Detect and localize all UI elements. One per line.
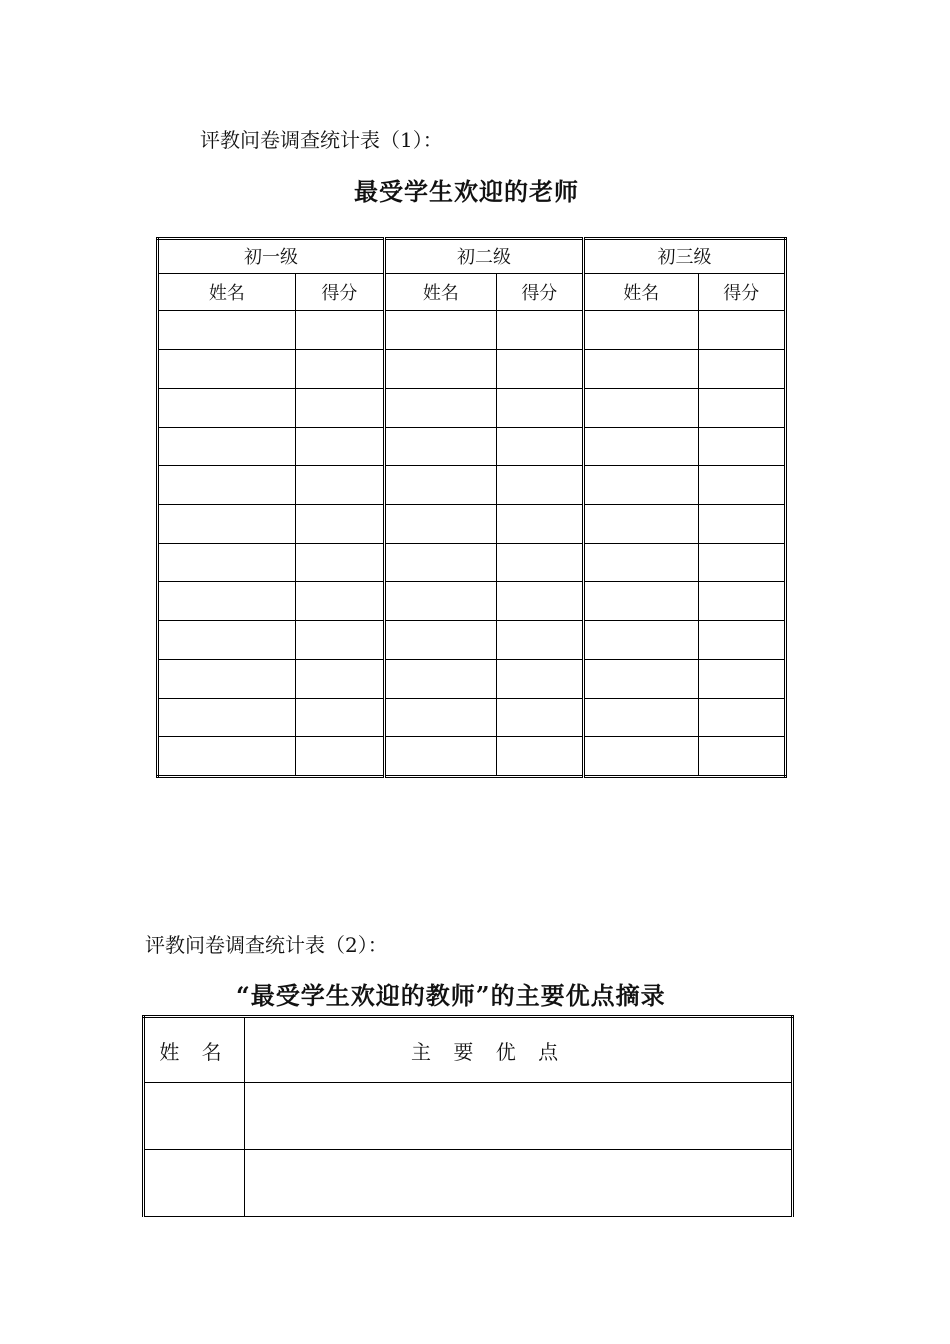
score-cell <box>295 543 384 582</box>
score-cell <box>698 582 785 621</box>
score-cell <box>698 311 785 350</box>
score-cell <box>698 388 785 427</box>
score-cell <box>496 388 583 427</box>
score-cell <box>295 350 384 389</box>
teacher-strengths-table <box>142 1015 794 1217</box>
name-cell <box>584 582 699 621</box>
score-cell <box>496 466 583 505</box>
name-cell <box>158 582 296 621</box>
score-cell <box>295 621 384 660</box>
name-cell <box>385 350 497 389</box>
table-row <box>158 427 786 466</box>
score-cell <box>698 543 785 582</box>
score-cell <box>698 621 785 660</box>
strengths-column-header: 主 要 优 点 <box>245 1017 793 1083</box>
score-cell <box>295 388 384 427</box>
score-cell <box>698 350 785 389</box>
strengths-cell <box>245 1150 793 1217</box>
grade-header: 初一级 <box>158 239 385 274</box>
table2-title: “最受学生欢迎的教师”的主要优点摘录 <box>236 981 666 1010</box>
name-column-header: 姓名 <box>584 273 699 311</box>
name-cell <box>385 504 497 543</box>
name-cell <box>158 659 296 698</box>
name-cell <box>158 698 296 737</box>
name-cell <box>385 737 497 777</box>
score-cell <box>496 582 583 621</box>
score-cell <box>698 659 785 698</box>
table1-title: 最受学生欢迎的老师 <box>354 177 579 206</box>
name-cell <box>158 311 296 350</box>
score-column-header: 得分 <box>295 273 384 311</box>
name-cell <box>584 311 699 350</box>
name-cell <box>584 504 699 543</box>
name-cell <box>584 350 699 389</box>
score-cell <box>496 504 583 543</box>
grade-header: 初三级 <box>584 239 786 274</box>
name-cell <box>385 698 497 737</box>
table-row <box>158 737 786 777</box>
score-cell <box>496 698 583 737</box>
name-cell <box>158 737 296 777</box>
name-cell <box>584 621 699 660</box>
score-cell <box>295 698 384 737</box>
name-cell <box>144 1150 245 1217</box>
name-cell <box>385 543 497 582</box>
name-cell <box>584 427 699 466</box>
name-cell <box>584 543 699 582</box>
name-cell <box>385 311 497 350</box>
table-row <box>158 504 786 543</box>
table-row <box>158 350 786 389</box>
score-cell <box>698 504 785 543</box>
name-cell <box>385 582 497 621</box>
score-cell <box>698 737 785 777</box>
table-row <box>158 388 786 427</box>
table-row <box>158 582 786 621</box>
table-row <box>158 698 786 737</box>
score-cell <box>698 698 785 737</box>
score-cell <box>295 659 384 698</box>
table-row <box>158 311 786 350</box>
score-cell <box>295 504 384 543</box>
score-cell <box>698 427 785 466</box>
score-cell <box>295 582 384 621</box>
table-row <box>158 621 786 660</box>
table-row <box>158 659 786 698</box>
name-column-header: 姓名 <box>158 273 296 311</box>
table-row <box>144 1150 793 1217</box>
name-cell <box>144 1083 245 1150</box>
score-cell <box>295 311 384 350</box>
score-cell <box>295 737 384 777</box>
score-cell <box>496 543 583 582</box>
name-cell <box>385 659 497 698</box>
name-cell <box>158 388 296 427</box>
name-cell <box>385 427 497 466</box>
name-cell <box>158 504 296 543</box>
name-cell <box>584 659 699 698</box>
name-cell <box>158 350 296 389</box>
score-cell <box>496 350 583 389</box>
table-row <box>144 1083 793 1150</box>
name-cell <box>385 388 497 427</box>
score-cell <box>295 466 384 505</box>
name-column-header: 姓名 <box>385 273 497 311</box>
score-cell <box>295 427 384 466</box>
score-cell <box>496 427 583 466</box>
name-cell <box>584 466 699 505</box>
table-row <box>158 466 786 505</box>
name-cell <box>385 466 497 505</box>
score-column-header: 得分 <box>698 273 785 311</box>
name-cell <box>584 737 699 777</box>
score-cell <box>698 466 785 505</box>
favorite-teacher-table <box>156 237 787 778</box>
name-cell <box>584 698 699 737</box>
name-column-header: 姓 名 <box>144 1017 245 1083</box>
name-cell <box>158 621 296 660</box>
name-cell <box>584 388 699 427</box>
name-cell <box>158 427 296 466</box>
score-cell <box>496 659 583 698</box>
name-cell <box>158 543 296 582</box>
score-cell <box>496 737 583 777</box>
score-cell <box>496 311 583 350</box>
grade-header: 初二级 <box>385 239 584 274</box>
table1-caption: 评教问卷调查统计表（1）： <box>200 128 443 152</box>
score-column-header: 得分 <box>496 273 583 311</box>
score-cell <box>496 621 583 660</box>
strengths-cell <box>245 1083 793 1150</box>
name-cell <box>158 466 296 505</box>
table2-caption: 评教问卷调查统计表（2）： <box>145 933 388 957</box>
name-cell <box>385 621 497 660</box>
table-row <box>158 543 786 582</box>
